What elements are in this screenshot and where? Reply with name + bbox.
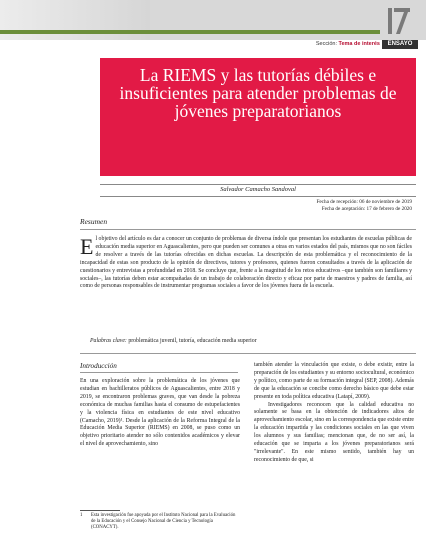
abstract-dropcap: E <box>80 234 94 259</box>
left-margin <box>0 40 60 543</box>
section-prefix: Sección: <box>315 41 337 47</box>
footnote-rule <box>80 510 120 511</box>
author-name: Salvador Camacho Sandoval <box>220 186 296 193</box>
footnote-text: Esta investigación fue apoyada por el Instituto Nacional para la Evaluación de la Educación y el Consejo Nacional de Ciencia y Tecnología (CONACYT). <box>91 513 236 531</box>
introduction-paragraph-3: Investigadores reconocen que la calidad educativa no solamente se basa en la obtención de indicadores altos de aprovechamiento escolar, sino en la correspondencia que existe entre la educación impartida y las condiciones sociales en las que viven los alumnos y sus familias; mencionan que, de no ser así, la educación que se imparta a los jóvenes preparatorianos será "irrelevante". En este mismo sentido, también hay un reconocimiento de que, si <box>254 401 414 463</box>
accepted-date: Fecha de aceptación: 17 de febrero de 2020 <box>321 206 412 212</box>
author-top-rule <box>100 184 416 185</box>
introduction-paragraph-2: también atender la vinculación que existe, o debe existir, entre la preparación de los estudiantes y su entorno sociocultural, económico y político, como parte de su formación integral (SEP, 2008). Además de que la educación se concibe como derecho básico que debe estar presente en toda política educativa (Latapí, 2009). <box>254 362 414 400</box>
section-name: Tema de interés <box>338 41 380 47</box>
header-accent-stripe <box>0 30 380 34</box>
footnote <box>80 513 238 532</box>
section-label <box>250 41 380 47</box>
section-badge: ENSAYO <box>382 40 418 49</box>
keywords-value: problemática juvenil, tutoría, educación media superior <box>128 338 257 344</box>
introduction-paragraph-1: En una exploración sobre la problemática de los jóvenes que estudian en bachilleratos públicos de Aguascalientes, entre 2018 y 2019, se encontraron problemas graves, que van desde la pobreza económica de muchas familias hasta el consumo de estupefacientes y la violencia física en estudiantes de este nivel educativo (Camacho, 2019)¹. Desde la aplicación de la Reforma Integral de la Educación Media Superior (RIEMS) en 2008, se puso como un objetivo prioritario atender no sólo contenidos académicos y elevar el nivel de aprovechamiento, sino <box>80 378 240 448</box>
column-left <box>80 362 240 449</box>
keywords <box>90 338 412 344</box>
abstract-rule <box>80 229 416 230</box>
abstract-text: l objetivo del artículo es dar a conocer un conjunto de problemas de diversa índole que presentan los estudiantes de escuelas públicas de educación media superior en Aguascalientes, pero que pueden ser comunes a otras en varios estados del país, mismos que no son fáciles de resolver a través de las tutorías ofrecidas en dichas escuelas. La descripción de esta problemática y el reconocimiento de la incapacidad de estas son producto de la opinión de directivos, tutores y profesores, quienes fueron consultados a través de la aplicación de cuestionarios y entrevistas a profundidad en 2018. Se concluye que, frente a la magnitud de los retos educativos –que también son familiares y sociales–, las tutorías deben estar acompañadas de un trabajo de colaboración directo y eficaz por parte de maestros y padres de familia, así como de personas responsables de instrumentar programas sociales a favor de los jóvenes fuera de la escuela. <box>80 236 412 290</box>
keywords-label: Palabras clave: <box>90 338 127 344</box>
column-right <box>254 362 414 465</box>
dates-block <box>250 199 412 213</box>
author-bottom-rule <box>100 196 416 197</box>
introduction-rule <box>80 372 238 373</box>
keywords-rule <box>80 353 416 354</box>
journal-logo-icon <box>384 2 418 38</box>
header-band <box>0 0 426 40</box>
abstract-heading: Resumen <box>80 217 108 226</box>
abstract-body <box>80 236 412 291</box>
received-date: Fecha de recepción: 06 de noviembre de 2019 <box>316 199 412 205</box>
footnote-number: 1 <box>80 513 83 518</box>
introduction-heading: Introducción <box>80 362 117 370</box>
article-title: La RIEMS y las tutorías débiles e insuficientes para atender problemas de jóvenes preparatorianos <box>119 65 397 121</box>
header-band-gradient <box>0 0 150 40</box>
